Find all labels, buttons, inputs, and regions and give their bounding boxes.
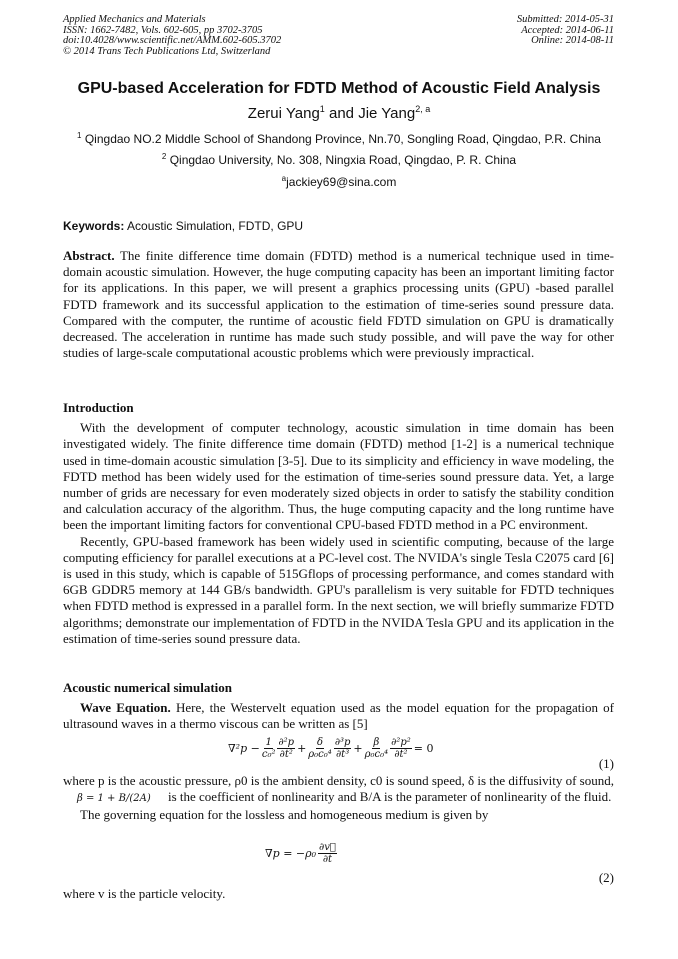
journal-info: Applied Mechanics and Materials ISSN: 1662-7482, Vols. 602-605, pp 3702-3705 doi:10.4028/www.scientific.net/AMM.602-605.3702 © 2014 Trans Tech Publications Ltd, Switzerland (63, 14, 282, 57)
section-heading: Introduction (63, 400, 134, 415)
email: $^a$jackiey69@sina.com (281, 174, 397, 189)
equation-2-explanation: where v is the particle velocity. (63, 886, 226, 901)
keywords: Keywords: Acoustic Simulation, FDTD, GPU (63, 219, 304, 233)
introduction: Introduction With the development of computer technology, acoustic simulation in time domain has been investigated widely. The finite difference time domain (FDTD) method [1-2] is a numerical technique used in time-domain acoustic simulation [3-5]. Due to its simplicity and efficiency in wave modeling, the FDTD method has been widely used for the estimation of time-series sound pressure data. Yet, a large number of grids are necessary for even moderately sized objects in order to satisfy the stability condition and calculation accuracy of the algorithm. Thus, the huge computing capacity and the long runtime have been the important limiting factors for conventional CPU-based FDTD method in a PC environment. Recently, GPU-based framework has been widely used in scientific computing, because of the large computing efficiency for parallel executions at a PC-level cost. The NVIDA's single Tesla C2075 card [6] is used in this study, which is capable of 515Gflops of processing performance, and comes standard with 6GB GDDR5 memory at 144 GB/s bandwidth. GPU's parallelism is very suitable for FDTD techniques when FDTD method is expressed in a parallel form. In the next section, we will briefly summarize FDTD algorithms; demonstrate our implementation of FDTD in the NVIDA Tesla GPU and its application in the estimation of time-series sound pressure data. (63, 400, 614, 646)
equation-number: (2) (598, 870, 614, 885)
affiliation-2: $^2$ Qingdao University, No. 308, Ningxia Road, Qingdao, P. R. China (161, 152, 517, 167)
dates-info: Submitted: 2014-05-31 Accepted: 2014-06-11 Online: 2014-08-11 (516, 14, 614, 47)
section-heading: Acoustic numerical simulation (63, 680, 232, 695)
paper-title: GPU-based Acceleration for FDTD Method of Acoustic Field Analysis (77, 80, 601, 97)
equation-1: ∇²p − $\frac{1}{\text{c₀²}}$ ∂²p ∂t² + $\frac{\delta}{\text{ρ₀c₀⁴}}$ ∂³p ∂t³ + $\frac{\beta}{\text{ρ₀c₀⁴}}$ $\frac{\text{∂²p²}}{\text{∂t²}}$ = 0 (228, 737, 434, 760)
affiliation-1: $^1$ Qingdao NO.2 Middle School of Shandong Province, Nn.70, Songling Road, Qingdao, P.R. China (77, 131, 601, 146)
equation-number: (1) (598, 756, 614, 771)
equation-1-explanation: where p is the acoustic pressure, ρ0 is the ambient density, c0 is sound speed, δ is the diffusivity of sound, β = 1 + B/(2A) is the coefficient of nonlinearity and B/A is the parameter of nonlinearity of the fluid. The governing equation for the lossless and homogeneous medium is given by (63, 773, 614, 823)
abstract: Abstract. The finite difference time domain (FDTD) method is a numerical technique used in time-domain acoustic simulation. However, the huge computing capacity has been an important limiting factor for its applications. In this paper, we will present a graphics processing units (GPU) -based parallel FDTD framework and its successful application to the estimation of time-series sound pressure data. Compared with the computer, the runtime of acoustic field FDTD simulation on GPU is dramatically decreased. The acceleration in runtime has made such study possible, and will pave the way for other studies of large-scale computational acoustic problems which were previously impractical. (63, 248, 615, 361)
acoustic-section: Acoustic numerical simulation Wave Equation. Here, the Westervelt equation used as the model equation for the propagation of ultrasound waves in a thermo viscous can be written as [5] (63, 680, 614, 732)
equation-2: ∇p = −ρ₀ ∂v⃗ ∂t (265, 842, 336, 865)
authors: Zerui Yang$^1$ and Jie Yang$^{2, a}$ (247, 104, 431, 122)
